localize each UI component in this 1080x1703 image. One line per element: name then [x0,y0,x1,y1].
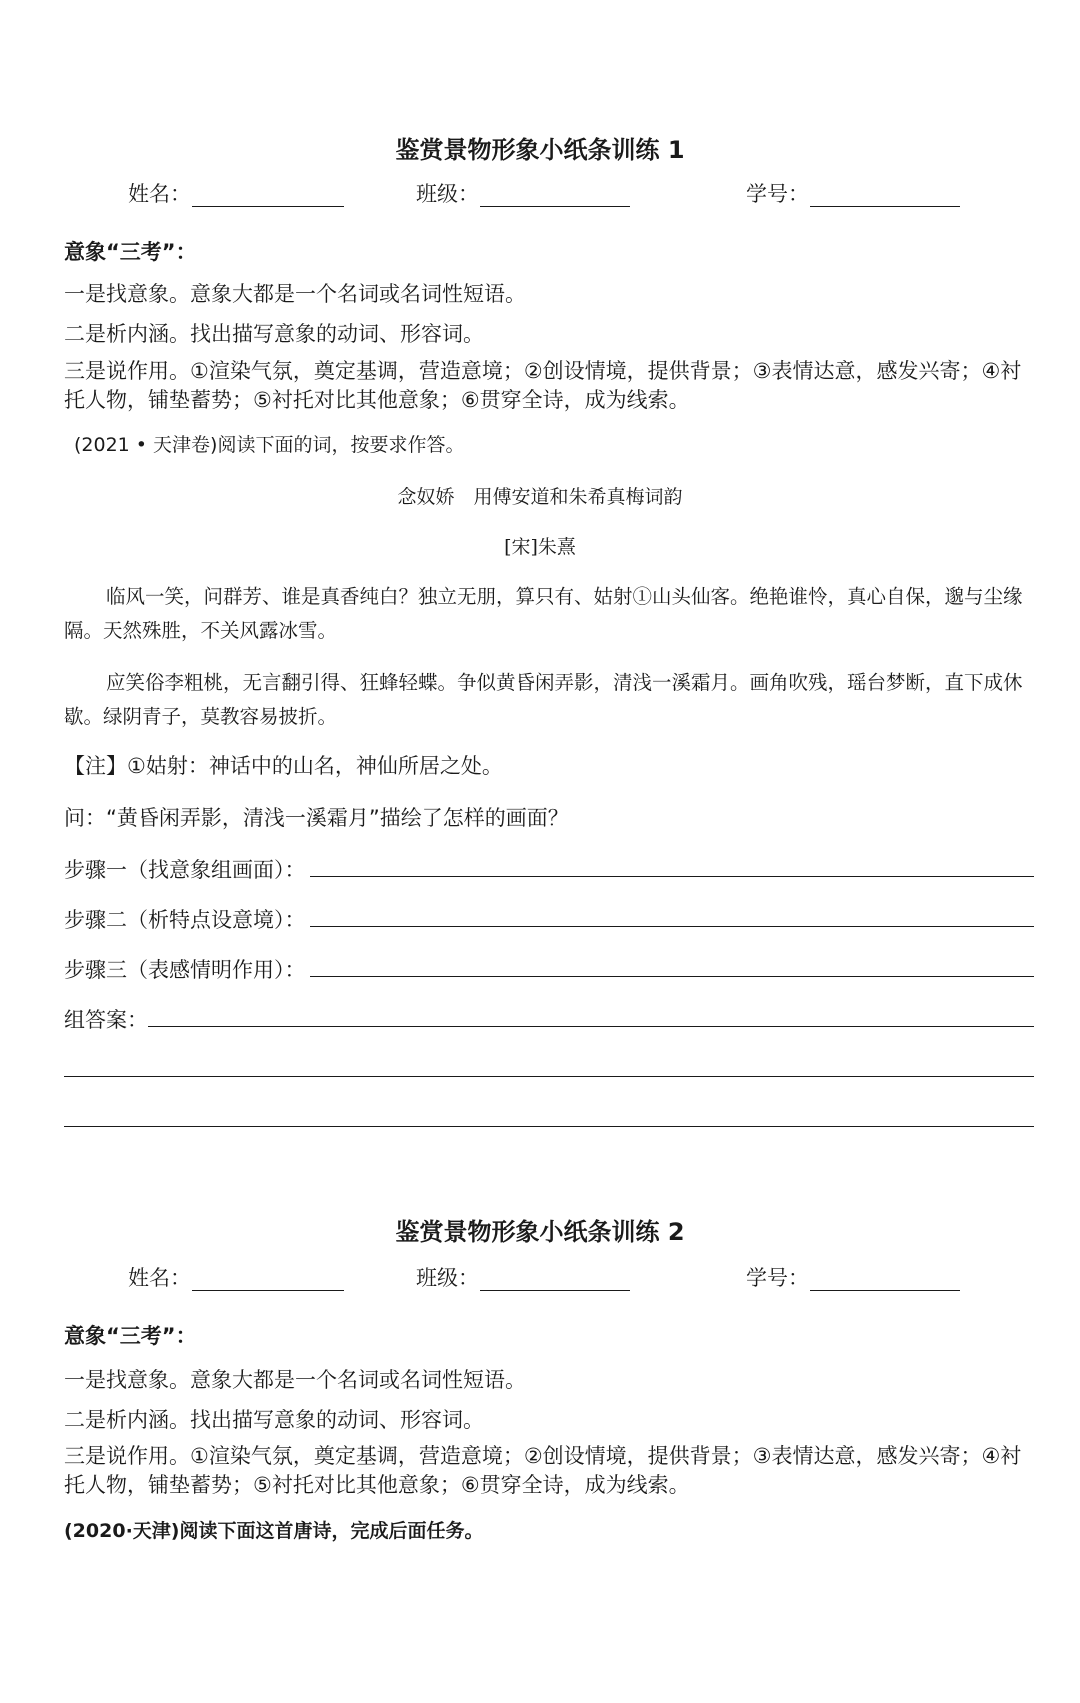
poem-stanza-2: 应笑俗李粗桃，无言翻引得、狂蜂轻蝶。争似黄昏闲弄影，清浅一溪霜月。画角吹残，瑶台梦断，直下成休歇。绿阴青子，莫教容易披折。 [64,671,1023,728]
student-id-input[interactable] [810,206,960,207]
name-label-2: 姓名： [128,1266,191,1290]
imagery-heading-2: 意象“三考”： [64,1324,197,1348]
answer-label: 组答案： [64,1008,148,1032]
answer-line-3[interactable] [64,1126,1034,1127]
answer-line-1[interactable] [148,1026,1034,1027]
student-id-input-2[interactable] [810,1290,960,1291]
step-1-answer-line[interactable] [310,876,1034,877]
imagery-line-1: 一是找意象。意象大都是一个名词或名词性短语。 [64,282,526,306]
name-input[interactable] [192,206,344,207]
imagery-line-1-2: 一是找意象。意象大都是一个名词或名词性短语。 [64,1368,526,1392]
imagery-line-2: 二是析内涵。找出描写意象的动词、形容词。 [64,322,484,346]
question-text: 问：“黄昏闲弄影，清浅一溪霜月”描绘了怎样的画面？ [64,806,569,830]
imagery-line-2-2: 二是析内涵。找出描写意象的动词、形容词。 [64,1408,484,1432]
step-2-answer-line[interactable] [310,926,1034,927]
imagery-line-3-2: 三是说作用。①渲染气氛，奠定基调，营造意境；②创设情境，提供背景；③表情达意，感发兴寄；④衬托人物，铺垫蓄势；⑤衬托对比其他意象；⑥贯穿全诗，成为线索。 [64,1444,1022,1497]
step-1-label: 步骤一（找意象组画面）： [64,858,306,882]
name-input-2[interactable] [192,1290,344,1291]
class-label-2: 班级： [416,1266,479,1290]
imagery-line-3: 三是说作用。①渲染气氛，奠定基调，营造意境；②创设情境，提供背景；③表情达意，感发兴寄；④衬托人物，铺垫蓄势；⑤衬托对比其他意象；⑥贯穿全诗，成为线索。 [64,359,1022,412]
sheet2-title: 鉴赏景物形象小纸条训练 2 [395,1218,685,1246]
exam-source-2: (2020·天津)阅读下面这首唐诗，完成后面任务。 [64,1520,484,1542]
class-input[interactable] [480,206,630,207]
class-label: 班级： [416,182,479,206]
step-3-answer-line[interactable] [310,976,1034,977]
step-2-label: 步骤二（析特点设意境）： [64,908,306,932]
student-id-label: 学号： [746,182,809,206]
imagery-heading: 意象“三考”： [64,240,197,264]
sheet1-title: 鉴赏景物形象小纸条训练 1 [395,136,685,164]
step-3-label: 步骤三（表感情明作用）： [64,958,306,982]
poem-stanza-1: 临风一笑，问群芳、谁是真香纯白？独立无朋，算只有、姑射①山头仙客。绝艳谁怜，真心自保，邈与尘缘隔。天然殊胜，不关风露冰雪。 [64,585,1023,642]
class-input-2[interactable] [480,1290,630,1291]
poem-title: 念奴娇 用傅安道和朱希真梅词韵 [397,486,683,508]
student-id-label-2: 学号： [746,1266,809,1290]
annotation-note: 【注】①姑射：神话中的山名，神仙所居之处。 [64,754,503,778]
name-label: 姓名： [128,182,191,206]
answer-line-2[interactable] [64,1076,1034,1077]
exam-source: (2021 • 天津卷)阅读下面的词，按要求作答。 [74,434,465,456]
poem-author: [宋]朱熹 [504,536,576,558]
